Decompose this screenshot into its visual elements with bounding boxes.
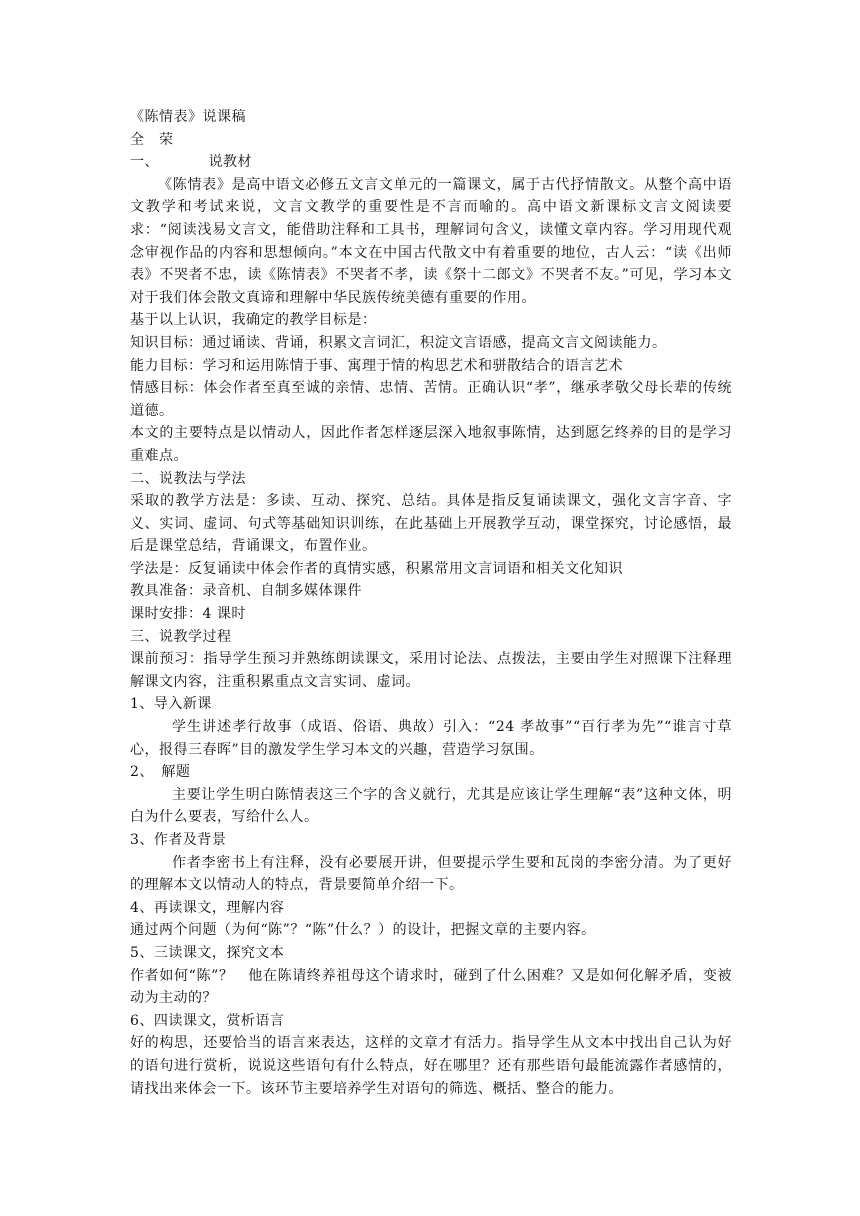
- goal-knowledge: 知识目标：通过诵读、背诵，积累文言词汇，积淀文言语感，提高文言文阅读能力。: [130, 334, 667, 351]
- teaching-method: 采取的教学方法是：多读、互动、探究、总结。具体是指反复诵读课文，强化文言字音、字义、实词、虚词、句式等基础知识训练，在此基础上开展教学互动，课堂探究，讨论感悟，最后是课堂总结，背诵课文，布置作业。: [130, 493, 732, 555]
- step6-body: 好的构思，还要恰当的语言来表达，这样的文章才有活力。指导学生从文本中找出自己认为好的语句进行赏析，说说这些语句有什么特点，好在哪里？还有那些语句最能流露作者感情的，请找出来体会一下。该环节主要培养学生对语句的筛选、概括、整合的能力。: [130, 1035, 732, 1097]
- step2-body: 主要让学生明白陈情表这三个字的含义就行，尤其是应该让学生理解“表”这种文体，明白为什么要表，写给什么人。: [130, 786, 732, 826]
- document-page: [130, 106, 732, 1100]
- step3-body: 作者李密书上有注释，没有必要展开讲，但要提示学生要和瓦岗的李密分清。为了更好的理解本文以情动人的特点，背景要简单介绍一下。: [130, 854, 732, 894]
- learning-method: 学法是：反复诵读中体会作者的真情实感，积累常用文言词语和相关文化知识: [130, 560, 623, 577]
- step1-title: 1、导入新课: [130, 696, 212, 713]
- step2-title: 2、 解题: [130, 764, 191, 781]
- step6-title: 6、四读课文，赏析语言: [130, 1012, 285, 1029]
- document-title: 《陈情表》说课稿: [130, 109, 246, 125]
- teaching-tools: 教具准备：录音机、自制多媒体课件: [130, 583, 362, 600]
- step4-body: 通过两个问题（为何“陈”？“陈”什么？）的设计，把握文章的主要内容。: [130, 922, 596, 939]
- goal-emotion: 情感目标：体会作者至真至诚的亲情、忠情、苦情。正确认识“孝”，继承孝敬父母长辈的传统道德。: [130, 380, 732, 419]
- class-hours: 课时安排：4 课时: [130, 606, 246, 623]
- step3-title: 3、作者及背景: [130, 832, 227, 848]
- section1-heading: [130, 151, 732, 174]
- section1-intro-paragraph: 《陈情表》是高中语文必修五文言文单元的一篇课文，属于古代抒情散文。从整个高中语文教学和考试来说，文言文教学的重要性是不言而喻的。高中语文新课标文言文阅读要求：“阅读浅易文言文，能借助注释和工具书，理解词句含义，读懂文章内容。学习用现代观念审视作品的内容和思想倾向。”本文在中国古代散文中有着重要的地位，古人云：“读《出师表》不哭者不忠，读《陈情表》不哭者不孝，读《祭十二郎文》不哭者不友。”可见，学习本文对于我们体会散文真谛和理解中华民族传统美德有重要的作用。: [130, 176, 732, 306]
- step5-body: 作者如何“陈”？ 他在陈请终养祖母这个请求时，碰到了什么困难？又是如何化解矛盾，变被动为主动的？: [130, 967, 732, 1007]
- author-name: 全 荣: [130, 131, 174, 148]
- section3-heading: 三、说教学过程: [130, 628, 232, 645]
- section1-heading-text: 说教材: [208, 154, 253, 171]
- key-points: 本文的主要特点是以情动人，因此作者怎样逐层深入地叙事陈情，达到愿乞终养的目的是学习重难点。: [130, 425, 732, 464]
- section1-heading-number: 一、: [130, 154, 159, 171]
- preview-paragraph: 课前预习：指导学生预习并熟练朗读课文，采用讨论法、点拨法，主要由学生对照课下注释理解课文内容，注重积累重点文言实词、虚词。: [130, 651, 732, 690]
- step5-title: 5、三读课文，探究文本: [130, 944, 285, 961]
- goals-intro: 基于以上认识，我确定的教学目标是：: [130, 312, 377, 329]
- step4-title: 4、再读课文，理解内容: [130, 899, 285, 916]
- step1-body: 学生讲述孝行故事（成语、俗语、典故）引入：“24 孝故事”“百行孝为先”“谁言寸草心，报得三春晖”目的激发学生学习本文的兴趣，营造学习氛围。: [130, 719, 732, 758]
- section2-heading: 二、说教法与学法: [130, 470, 246, 487]
- goal-ability: 能力目标：学习和运用陈情于事、寓理于情的构思艺术和骈散结合的语言艺术: [130, 357, 623, 374]
